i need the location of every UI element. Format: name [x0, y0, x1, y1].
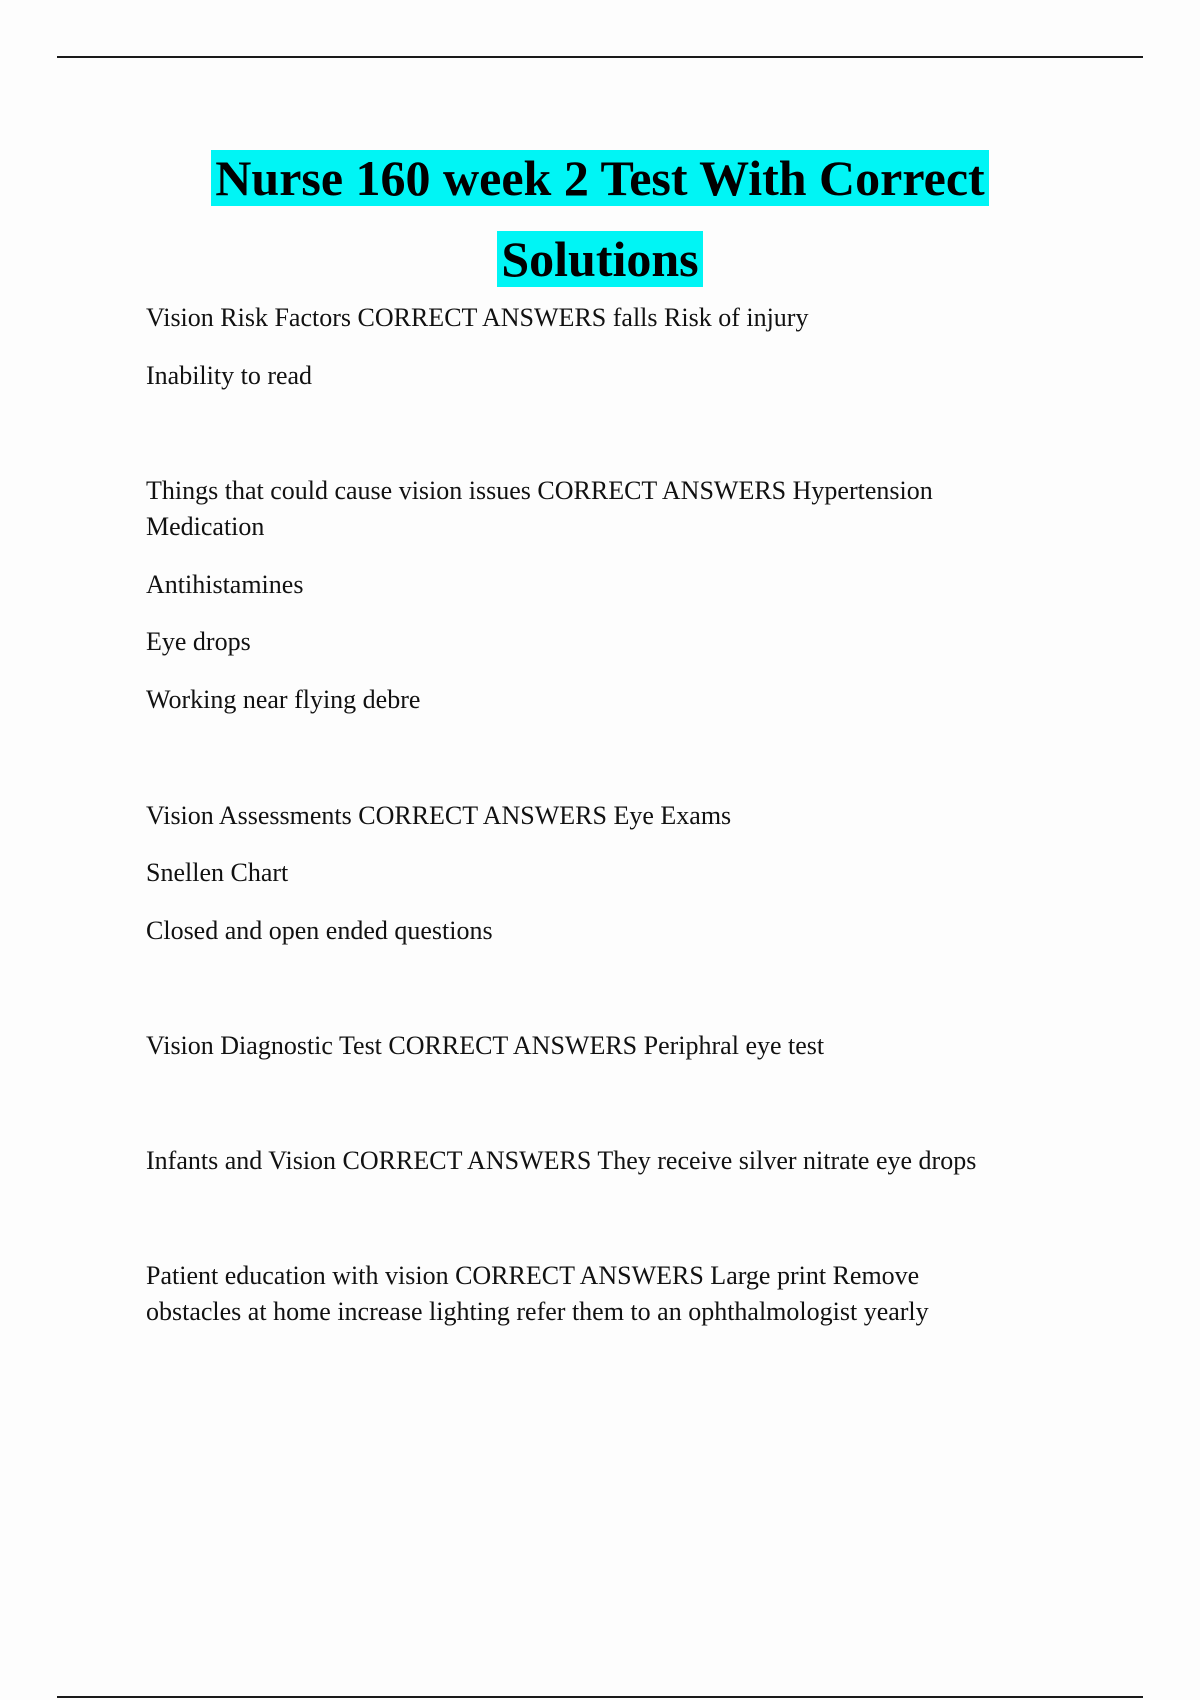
entry-line: Working near flying debre: [146, 685, 421, 714]
title-line-1: [0, 144, 1200, 225]
top-rule: [57, 56, 1143, 58]
title-line-2: [0, 225, 1200, 306]
entry-line: Antihistamines: [146, 570, 304, 599]
bottom-rule: [57, 1696, 1143, 1698]
entry-line: Vision Diagnostic Test CORRECT ANSWERS Periphral eye test: [146, 1031, 825, 1060]
title-text-1: Nurse 160 week 2 Test With Correct: [211, 150, 988, 206]
entry-line: Things that could cause vision issues CORRECT ANSWERS Hypertension: [146, 476, 933, 505]
entry-line: Snellen Chart: [146, 858, 289, 887]
entry-line: Medication: [146, 512, 265, 541]
document-title: [0, 144, 1200, 306]
entry-line: Infants and Vision CORRECT ANSWERS They receive silver nitrate eye drops: [146, 1146, 977, 1175]
entry-line: Eye drops: [146, 627, 251, 656]
entry-line: Closed and open ended questions: [146, 916, 493, 945]
entry-line: Vision Assessments CORRECT ANSWERS Eye Exams: [146, 801, 732, 830]
entry-line: Patient education with vision CORRECT ANSWERS Large print Remove: [146, 1261, 920, 1290]
entry-line: Inability to read: [146, 361, 313, 390]
entry-line: obstacles at home increase lighting refer them to an ophthalmologist yearly: [146, 1297, 929, 1326]
title-text-2: Solutions: [497, 231, 702, 287]
entry-line: Vision Risk Factors CORRECT ANSWERS falls Risk of injury: [146, 303, 809, 332]
